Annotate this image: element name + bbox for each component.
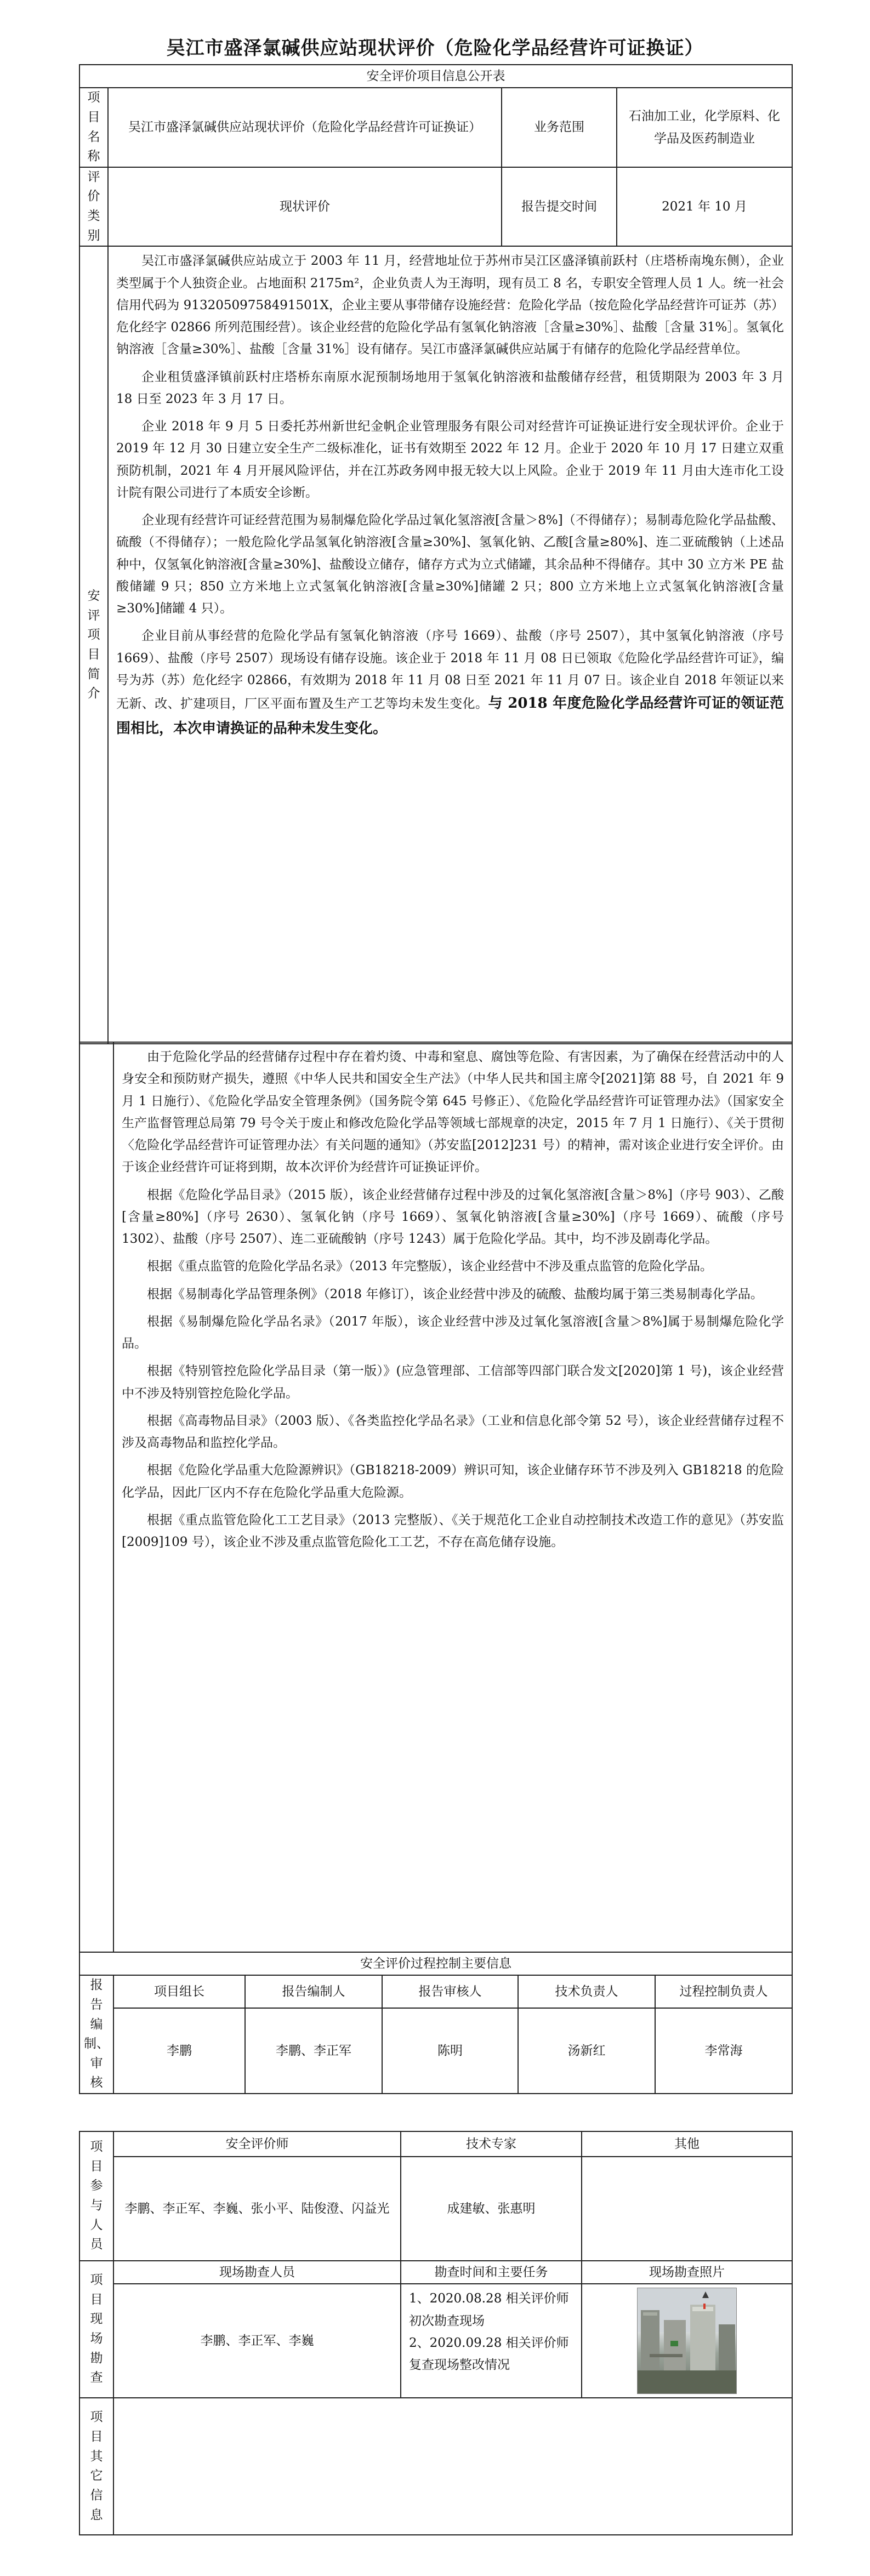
site-tasks bbox=[401, 2284, 582, 2398]
info-header: 安全评价项目信息公开表 bbox=[79, 65, 792, 88]
project-name-label: 项 目 名 称 bbox=[79, 88, 108, 167]
summary-paragraph: 企业目前从事经营的危险化学品有氢氧化钠溶液（序号 1669）、盐酸（序号 2507），其中氢氧化钠溶液（序号 1669）、盐酸（序号 2507）现场设有储存设施。该企业于 2018 年 11 月 08 日已领取《危险化学品经营许可证》，编号为苏（苏）危化经字 02866，有效期为 2018 年 11 月 08 日至 2021 年 11 月 07 日。该企业自 2018 年领证以来无新、改、扩建项目，厂区平面布置及生产工艺等均未发生变化。与 2018 年度危险化学品经营许可证的领证范围相比，本次申请换证的品种未发生变化。 bbox=[116, 629, 784, 737]
basis-paragraph: 根据《重点监管的危险化学品名录》（2013 年完整版），该企业经营中不涉及重点监管的危险化学品。 bbox=[147, 1259, 713, 1274]
summary-paragraph: 企业现有经营许可证经营范围为易制爆危险化学品过氧化氢溶液[含量＞8%]（不得储存）；易制毒危险化学品盐酸、硫酸（不得储存）；一般危险化学品氢氧化钠溶液[含量≥30%]、氢氧化钠、乙酸[含量≥80%]、连二亚硫酸钠（上述品种中，仅氢氧化钠溶液[含量≥30%]、盐酸设立储存，储存方式为立式储罐，其余品种不得储存。其中 30 立方米 PE 盐酸储罐 9 只；850 立方米地上立式氢氧化钠溶液[含量≥30%]储罐 2 只；800 立方米地上立式氢氧化钠溶液[含量≥30%]储罐 4 只）。 bbox=[116, 513, 784, 616]
basis-label bbox=[79, 1042, 113, 1952]
summary-text bbox=[108, 246, 792, 1044]
team-header-author: 报告编制人 bbox=[245, 1975, 382, 2008]
team-header-process: 过程控制负责人 bbox=[655, 1975, 792, 2008]
site-people: 李鹏、李正军、李巍 bbox=[113, 2284, 401, 2398]
basis-text bbox=[113, 1042, 792, 1952]
participants-experts: 成建敏、张惠明 bbox=[401, 2157, 582, 2261]
summary-label: 安 评 项 目 简 介 bbox=[79, 246, 108, 1044]
eval-type-value: 现状评价 bbox=[108, 167, 502, 247]
team-header-leader: 项目组长 bbox=[113, 1975, 245, 2008]
basis-table bbox=[79, 1042, 793, 2094]
team-header-tech: 技术负责人 bbox=[518, 1975, 655, 2008]
site-header-photo: 现场勘查照片 bbox=[582, 2261, 792, 2284]
basis-paragraph: 根据《高毒物品目录》（2003 版）、《各类监控化学品名录》（工业和信息化部令第 52 号），该企业经营储存过程不涉及高毒物品和监控化学品。 bbox=[122, 1413, 784, 1450]
basis-paragraph: 由于危险化学品的经营储存过程中存在着灼烫、中毒和窒息、腐蚀等危险、有害因素，为了确保在经营活动中的人身安全和预防财产损失，遵照《中华人民共和国安全生产法》（中华人民共和国主席令[2021]第 88 号，自 2021 年 9 月 1 日施行）、《危险化学品安全管理条例》（国务院令第 645 号修正）、《危险化学品经营许可证管理办法》（国家安全生产监督管理总局第 79 号令关于废止和修改危险化学品等领域七部规章的决定，2015 年 7 月 1 日施行）、《关于贯彻〈危险化学品经营许可证管理办法〉有关问题的通知》（苏安监[2012]231 号）的精神，需对该企业进行安全评价。由于该企业经营许可证将到期，故本次评价为经营许可证换证评价。 bbox=[122, 1050, 784, 1175]
report-time-value: 2021 年 10 月 bbox=[617, 167, 792, 247]
basis-paragraph: 根据《重点监管危险化工工艺目录》（2013 完整版）、《关于规范化工企业自动控制技术改造工作的意见》（苏安监[2009]109 号），该企业不涉及重点监管危险化工工艺，不存在高危储存设施。 bbox=[122, 1512, 784, 1549]
site-photo bbox=[637, 2288, 737, 2394]
basis-paragraph: 根据《易制毒化学品管理条例》（2018 年修订），该企业经营中涉及的硫酸、盐酸均属于第三类易制毒化学品。 bbox=[147, 1287, 763, 1301]
info-table bbox=[79, 64, 793, 1044]
report-team-label: 报 告 编 制、 审 核 bbox=[79, 1975, 113, 2094]
other-value bbox=[113, 2398, 792, 2535]
eval-type-label: 评 价 类 别 bbox=[79, 167, 108, 247]
site-photo-cell bbox=[582, 2284, 792, 2398]
business-scope-value: 石油加工业，化学原料、化学品及医药制造业 bbox=[617, 88, 792, 167]
participants-header-other: 其他 bbox=[582, 2131, 792, 2157]
team-author: 李鹏、李正军 bbox=[245, 2008, 382, 2094]
team-process: 李常海 bbox=[655, 2008, 792, 2094]
team-tech: 汤新红 bbox=[518, 2008, 655, 2094]
summary-conclusion: 与 2018 年度危险化学品经营许可证的领证范围相比，本次申请换证的品种未发生变化。 bbox=[116, 695, 784, 737]
summary-paragraph: 企业租赁盛泽镇前跃村庄塔桥东南原水泥预制场地用于氢氧化钠溶液和盐酸储存经营，租赁期限为 2003 年 3 月 18 日至 2023 年 3 月 17 日。 bbox=[116, 369, 784, 406]
team-header-reviewer: 报告审核人 bbox=[382, 1975, 518, 2008]
team-reviewer: 陈明 bbox=[382, 2008, 518, 2094]
business-scope-label: 业务范围 bbox=[502, 88, 617, 167]
site-photo-image bbox=[638, 2288, 736, 2393]
report-time-label: 报告提交时间 bbox=[502, 167, 617, 247]
site-header-tasks: 勘查时间和主要任务 bbox=[401, 2261, 582, 2284]
project-name-value: 吴江市盛泽氯碱供应站现状评价（危险化学品经营许可证换证） bbox=[108, 88, 502, 167]
participants-header-experts: 技术专家 bbox=[401, 2131, 582, 2157]
participants-evaluators: 李鹏、李正军、李巍、张小平、陆俊澄、闪益光 bbox=[113, 2157, 401, 2261]
process-header: 安全评价过程控制主要信息 bbox=[79, 1952, 792, 1975]
participants-header-evaluators: 安全评价师 bbox=[113, 2131, 401, 2157]
other-label: 项 目 其 它 信 息 bbox=[79, 2398, 113, 2535]
site-task: 1、2020.08.28 相关评价师初次勘查现场 bbox=[409, 2291, 569, 2328]
participants-label: 项 目 参 与 人 员 bbox=[79, 2131, 113, 2261]
site-task: 2、2020.09.28 相关评价师复查现场整改情况 bbox=[409, 2335, 569, 2372]
site-header-people: 现场勘查人员 bbox=[113, 2261, 401, 2284]
document-title: 吴江市盛泽氯碱供应站现状评价（危险化学品经营许可证换证） bbox=[166, 37, 704, 59]
team-leader: 李鹏 bbox=[113, 2008, 245, 2094]
site-label: 项 目 现 场 勘 查 bbox=[79, 2261, 113, 2398]
participants-other bbox=[582, 2157, 792, 2261]
summary-paragraph: 企业 2018 年 9 月 5 日委托苏州新世纪金帆企业管理服务有限公司对经营许可证换证进行安全现状评价。企业于 2019 年 12 月 30 日建立安全生产二级标准化，证书有效期至 2022 年 12 月。企业于 2020 年 10 月 17 日建立双重预防机制，2021 年 4 月开展风险评估，并在江苏政务网申报无较大以上风险。企业于 2019 年 11 月由大连市化工设计院有限公司进行了本质安全诊断。 bbox=[116, 419, 784, 500]
basis-paragraph: 根据《危险化学品重大危险源辨识》（GB18218-2009）辨识可知，该企业储存环节不涉及列入 GB18218 的危险化学品，因此厂区内不存在危险化学品重大危险源。 bbox=[122, 1463, 784, 1500]
participants-table bbox=[79, 2131, 793, 2535]
summary-paragraph: 吴江市盛泽氯碱供应站成立于 2003 年 11 月，经营地址位于苏州市吴江区盛泽镇前跃村（庄塔桥南堍东侧），企业类型属于个人独资企业。占地面积 2175m²，企业负责人为王海明，现有员工 8 名，专职安全管理人员 1 人。统一社会信用代码为 91320509758491501X，企业主要从事带储存设施经营：危险化学品（按危险化学品经营许可证苏（苏）危化经字 02866 所列范围经营）。该企业经营的危险化学品有氢氧化钠溶液［含量≥30%］、盐酸［含量 31%］。氢氧化钠溶液［含量≥30%］、盐酸［含量 31%］设有储存。吴江市盛泽氯碱供应站属于有储存的危险化学品经营单位。 bbox=[116, 254, 784, 357]
basis-paragraph: 根据《特别管控危险化学品目录（第一版）》(应急管理部、工信部等四部门联合发文[2020]第 1 号)，该企业经营中不涉及特别管控危险化学品。 bbox=[122, 1364, 784, 1401]
basis-paragraph: 根据《危险化学品目录》（2015 版），该企业经营储存过程中涉及的过氧化氢溶液[含量＞8%]（序号 903）、乙酸[含量≥80%]（序号 2630）、氢氧化钠（序号 1669）、氢氧化钠溶液[含量≥30%]（序号 1669）、硫酸（序号 1302）、盐酸（序号 2507）、连二亚硫酸钠（序号 1243）属于危险化学品。其中，均不涉及剧毒化学品。 bbox=[122, 1187, 784, 1246]
basis-paragraph: 根据《易制爆危险化学品名录》（2017 年版），该企业经营中涉及过氧化氢溶液[含量＞8%]属于易制爆危险化学品。 bbox=[122, 1314, 784, 1351]
